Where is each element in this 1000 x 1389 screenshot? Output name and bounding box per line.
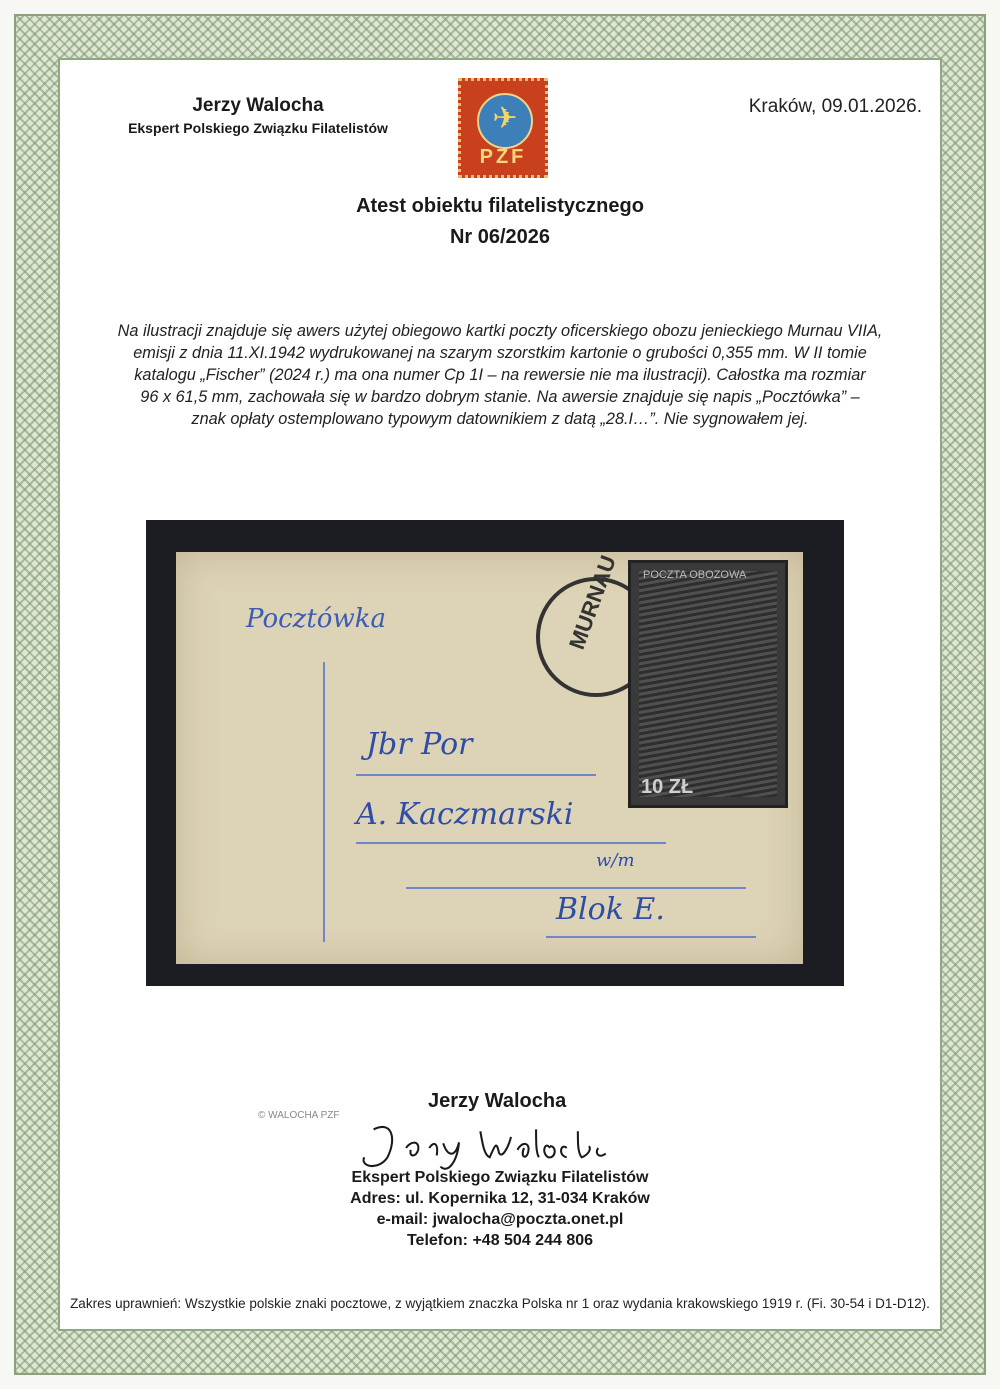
- description-line: znak opłaty ostemplowano typowym datownikiem z datą „28.I…”. Nie sygnowałem jej.: [191, 410, 809, 428]
- address-rule: [356, 774, 596, 776]
- stamp-caption: POCZTA OBOZOWA: [643, 569, 747, 581]
- signatory-name: Jerzy Walocha: [428, 1090, 567, 1112]
- logo-text: PZF: [479, 146, 527, 168]
- address-line-4: Blok E.: [556, 892, 665, 927]
- scope-of-authority: Zakres uprawnień: Wszystkie polskie znaki pocztowe, z wyjątkiem znaczka Polska nr 1 oraz wydania krakowskiego 1919 r. (Fi. 30-54 i D1-D12).: [70, 1296, 930, 1311]
- signatory-address: Adres: ul. Kopernika 12, 31-034 Kraków: [350, 1190, 650, 1207]
- issuer-name: Jerzy Walocha: [192, 95, 324, 116]
- description-line: emisji z dnia 11.XI.1942 wydrukowanej na szarym szorstkim kartonie o grubości 0,355 mm. W II tomie: [133, 344, 867, 362]
- signatory-email: e-mail: jwalocha@poczta.onet.pl: [376, 1211, 624, 1228]
- address-rule: [356, 842, 666, 844]
- issuer-title: Ekspert Polskiego Związku Filatelistów: [128, 120, 388, 136]
- description-line: 96 x 61,5 mm, zachowała się w bardzo dobrym stanie. Na awersie znajduje się napis „Pocztówka” –: [140, 388, 860, 406]
- postage-stamp: [628, 560, 788, 808]
- description-paragraph: [78, 320, 922, 430]
- signatory-title: Ekspert Polskiego Związku Filatelistów: [351, 1169, 649, 1186]
- bird-icon: ✈: [492, 102, 518, 135]
- stamp-engraving: [639, 571, 777, 797]
- description-line: katalogu „Fischer” (2024 r.) ma ona numer Cp 1I – na rewersie nie ma ilustracji). Całostka ma rozmiar: [134, 366, 866, 384]
- handwritten-heading: Pocztówka: [246, 604, 386, 634]
- stamp-value: 10 ZŁ: [641, 776, 694, 798]
- place-date: Kraków, 09.01.2026.: [748, 96, 922, 117]
- address-line-2: A. Kaczmarski: [356, 797, 574, 832]
- pzf-logo-icon: [458, 78, 548, 178]
- document-number: Nr 06/2026: [449, 226, 551, 248]
- postmark-text: MURNAU: [564, 552, 621, 653]
- address-line-1: Jbr Por: [366, 727, 473, 762]
- document-title: Atest obiektu filatelistycznego: [356, 195, 644, 217]
- watermark-text: © WALOCHA PZF: [258, 1110, 340, 1121]
- address-rule: [406, 887, 746, 889]
- signatory-phone: Telefon: +48 504 244 806: [406, 1232, 594, 1249]
- address-line-3: w/m: [596, 850, 635, 871]
- postcard-image: [176, 552, 803, 964]
- divider-line: [323, 662, 325, 942]
- description-line: Na ilustracji znajduje się awers użytej obiegowo kartki poczty oficerskiego obozu jenieckiego Murnau VIIA,: [117, 322, 883, 340]
- address-rule: [546, 936, 756, 938]
